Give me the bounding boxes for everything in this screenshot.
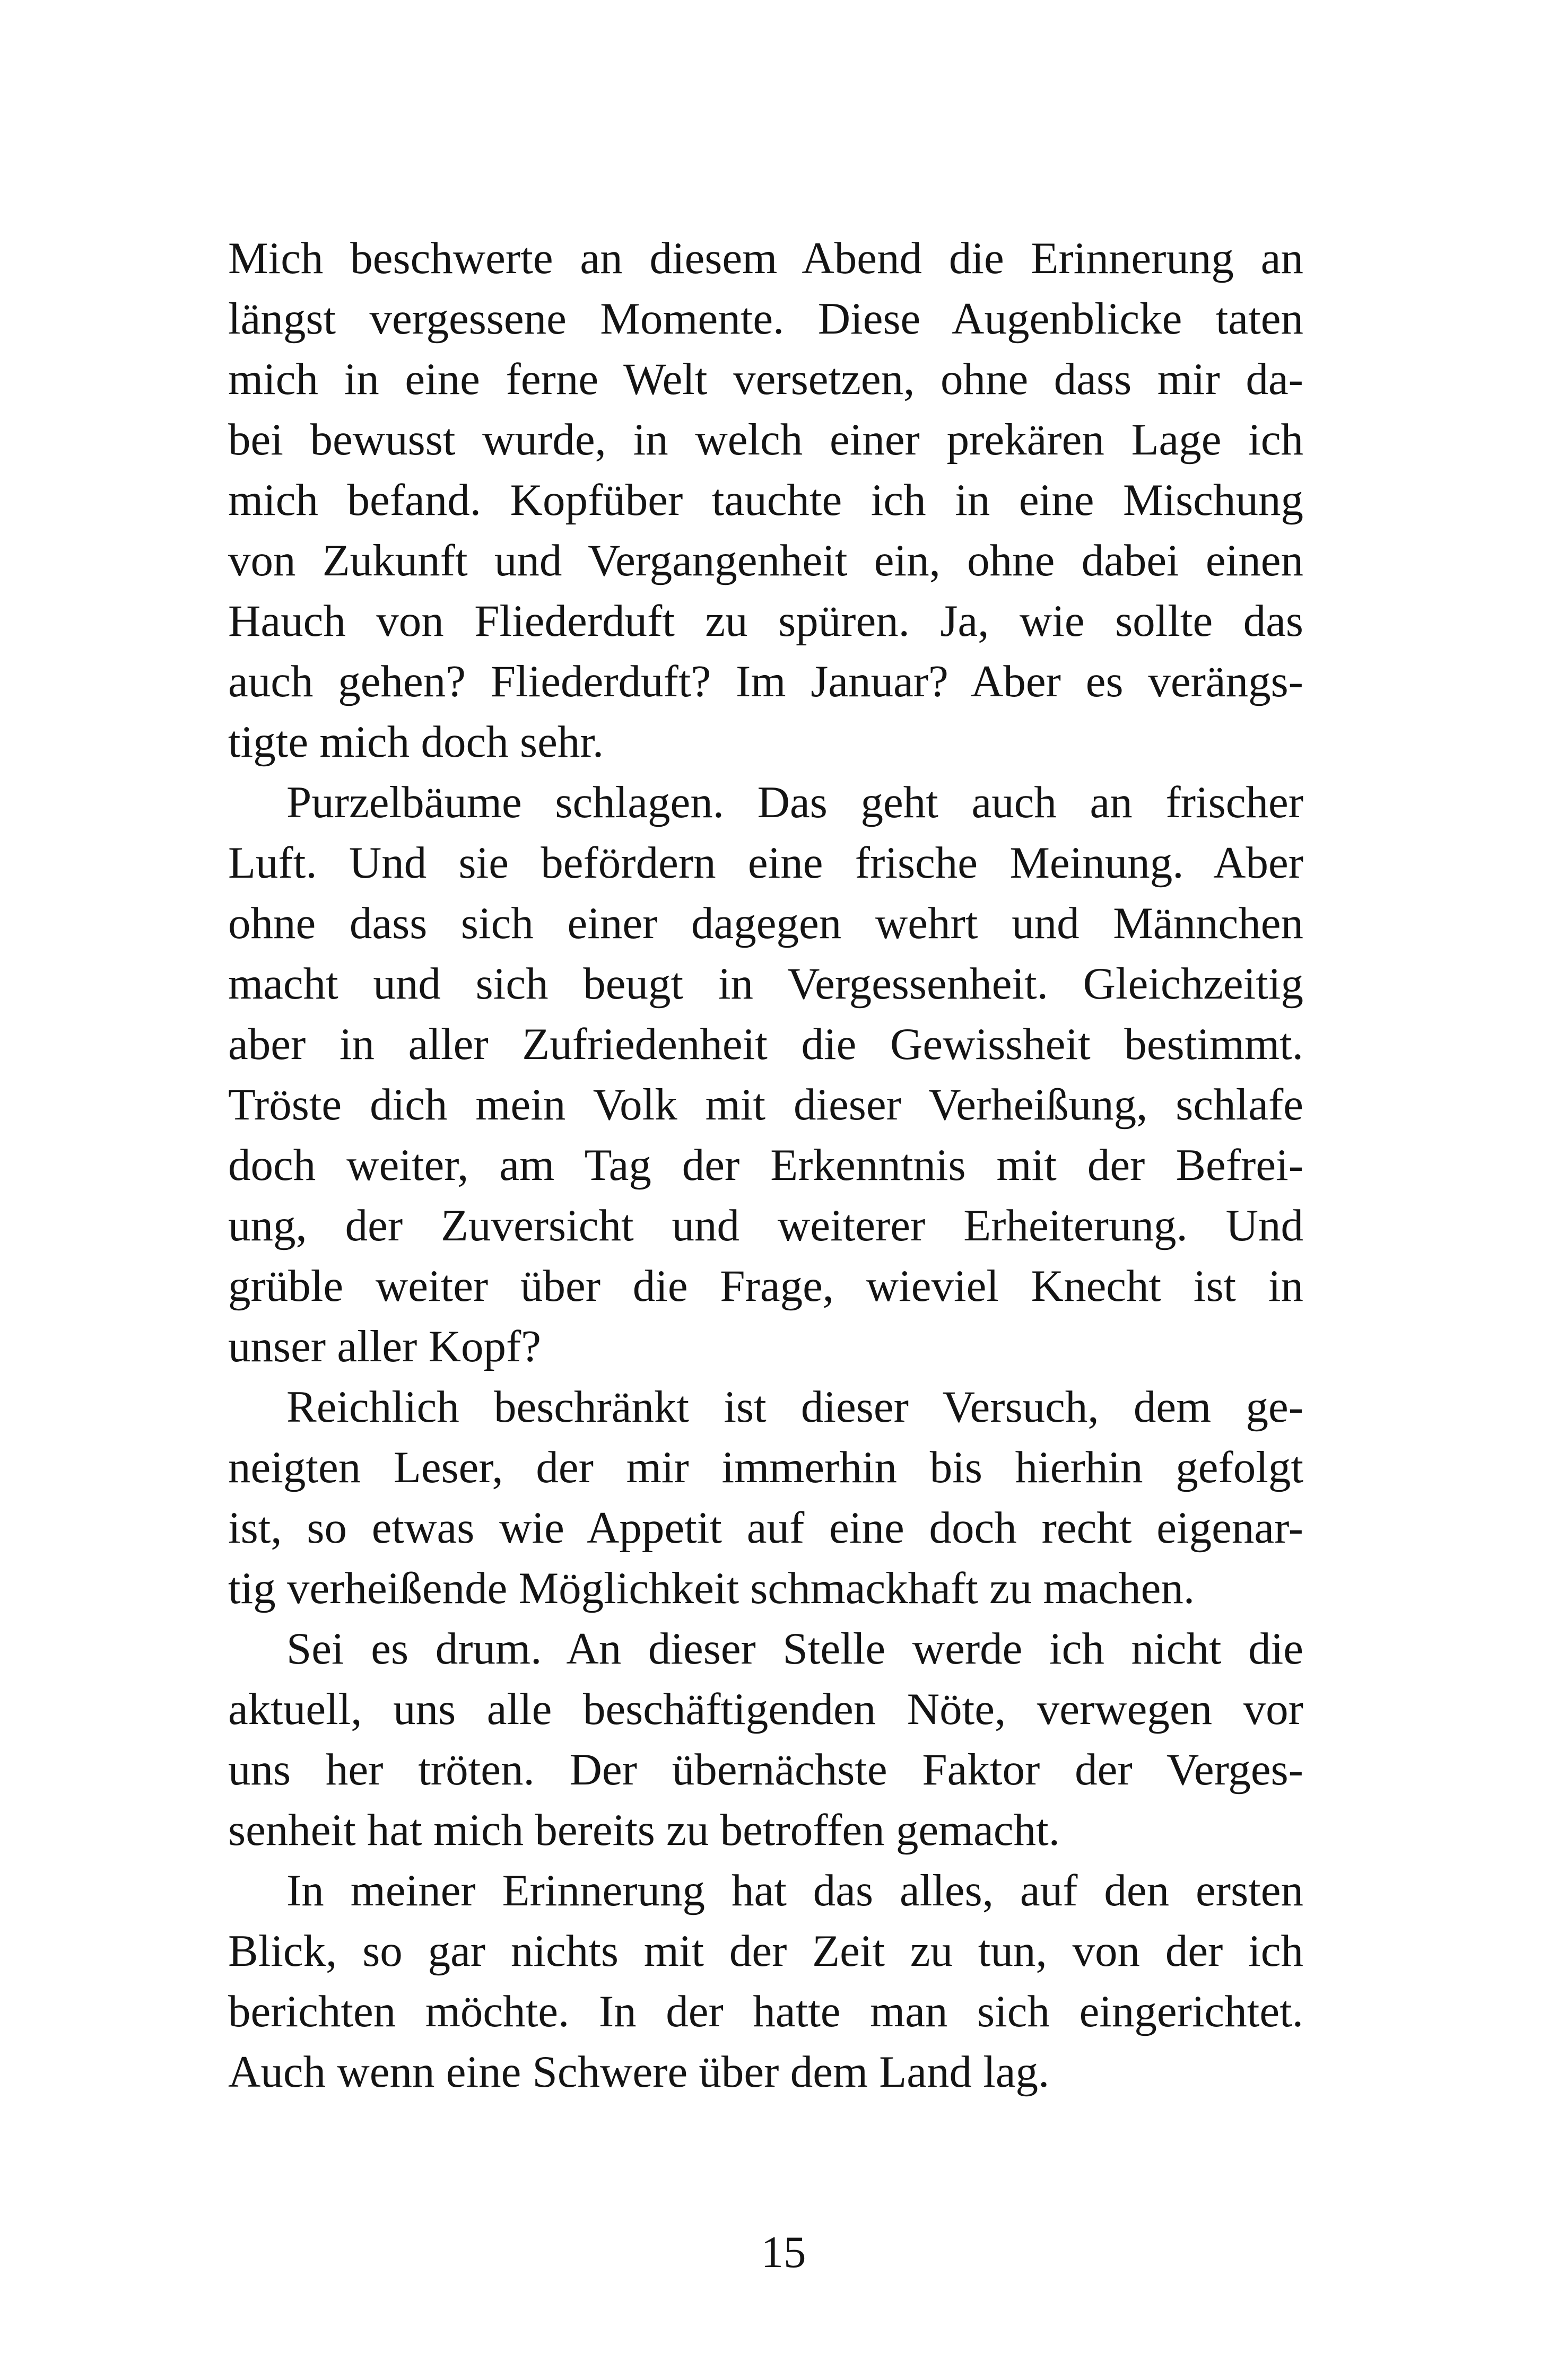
text-line: Blick, so gar nichts mit der Zeit zu tun, von der ich bbox=[228, 1926, 1303, 1976]
text-line: In meiner Erinnerung hat das alles, auf den ersten bbox=[286, 1866, 1303, 1915]
page-number: 15 bbox=[761, 2227, 806, 2277]
text-line: doch weiter, am Tag der Erkenntnis mit der Befrei- bbox=[228, 1140, 1303, 1190]
text-line: macht und sich beugt in Vergessenheit. Gleichzeitig bbox=[228, 959, 1303, 1009]
text-line: ung, der Zuversicht und weiterer Erheiterung. Und bbox=[228, 1201, 1303, 1250]
text-line: auch gehen? Fliederduft? Im Januar? Aber es verängs- bbox=[228, 657, 1303, 706]
text-line: ohne dass sich einer dagegen wehrt und Männchen bbox=[228, 898, 1303, 948]
text-line: berichten möchte. In der hatte man sich eingerichtet. bbox=[228, 1987, 1303, 2036]
text-line: längst vergessene Momente. Diese Augenblicke taten bbox=[228, 294, 1303, 344]
text-line: Mich beschwerte an diesem Abend die Erinnerung an bbox=[228, 233, 1303, 283]
text-line: Purzelbäume schlagen. Das geht auch an frischer bbox=[286, 777, 1303, 827]
text-line: neigten Leser, der mir immerhin bis hierhin gefolgt bbox=[228, 1442, 1303, 1492]
text-line: bei bewusst wurde, in welch einer prekären Lage ich bbox=[228, 415, 1303, 465]
text-line: aber in aller Zufriedenheit die Gewissheit bestimmt. bbox=[228, 1019, 1303, 1069]
text-line: Reichlich beschränkt ist dieser Versuch, dem ge- bbox=[286, 1382, 1303, 1432]
text-line: Sei es drum. An dieser Stelle werde ich nicht die bbox=[286, 1624, 1303, 1674]
text-line: grüble weiter über die Frage, wieviel Knecht ist in bbox=[228, 1261, 1303, 1311]
text-line: tig verheißende Möglichkeit schmackhaft zu machen. bbox=[228, 1563, 1195, 1613]
text-line: Tröste dich mein Volk mit dieser Verheißung, schlafe bbox=[228, 1080, 1303, 1130]
text-line: aktuell, uns alle beschäftigenden Nöte, verwegen vor bbox=[228, 1684, 1303, 1734]
text-line: Auch wenn eine Schwere über dem Land lag. bbox=[228, 2047, 1050, 2097]
text-line: Luft. Und sie befördern eine frische Meinung. Aber bbox=[228, 838, 1303, 888]
text-line: senheit hat mich bereits zu betroffen gemacht. bbox=[228, 1805, 1060, 1855]
text-line: Hauch von Fliederduft zu spüren. Ja, wie sollte das bbox=[228, 596, 1303, 646]
text-line: ist, so etwas wie Appetit auf eine doch recht eigenar- bbox=[228, 1503, 1303, 1553]
text-line: tigte mich doch sehr. bbox=[228, 717, 604, 767]
text-line: uns her tröten. Der übernächste Faktor der Verges- bbox=[228, 1745, 1303, 1795]
text-line: mich in eine ferne Welt versetzen, ohne dass mir da- bbox=[228, 354, 1303, 404]
text-line: von Zukunft und Vergangenheit ein, ohne dabei einen bbox=[228, 536, 1303, 585]
text-line: unser aller Kopf? bbox=[228, 1322, 542, 1371]
text-line: mich befand. Kopfüber tauchte ich in eine Mischung bbox=[228, 475, 1303, 525]
